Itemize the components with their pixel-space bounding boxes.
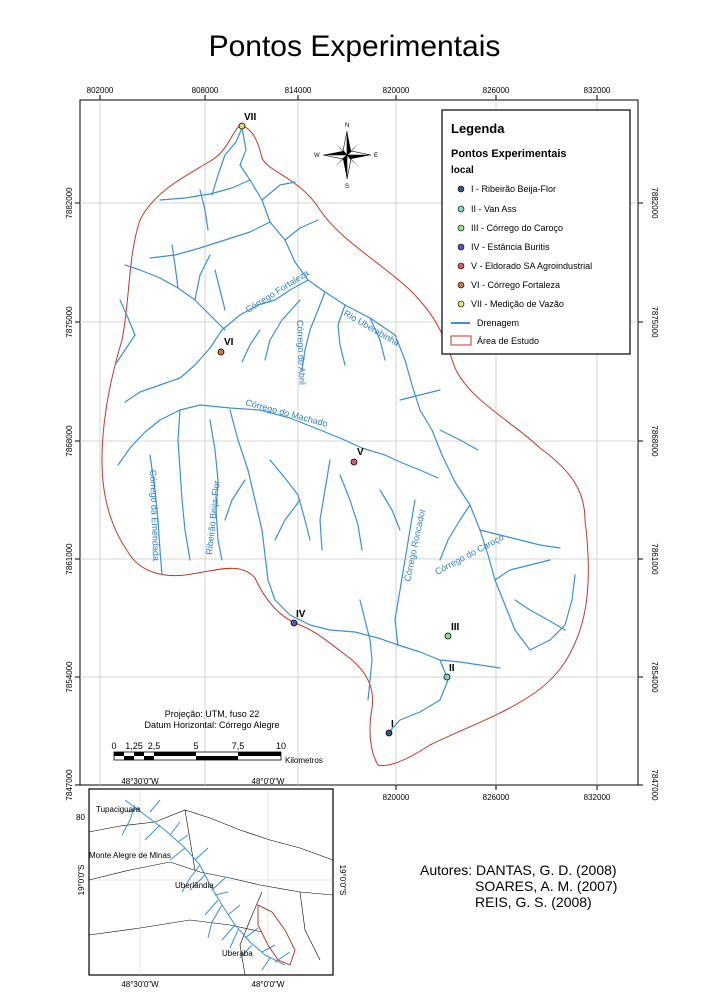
y-tick-label: 7847000 xyxy=(650,769,659,801)
x-tick-labels-top xyxy=(87,86,611,95)
scale-label: 5 xyxy=(193,741,199,751)
legend-swatch xyxy=(458,244,464,250)
x-tick-label: 802000 xyxy=(86,86,114,95)
author-line: REIS, G. S. (2008) xyxy=(475,894,592,910)
compass-w: W xyxy=(314,153,320,159)
legend-item: II - Van Ass xyxy=(471,204,517,214)
legend-drainage-label: Drenagem xyxy=(477,318,520,328)
compass-rose-icon xyxy=(314,123,378,190)
point-labels xyxy=(224,112,460,730)
inset-lon-label: 48°30'0"W xyxy=(121,980,159,989)
point-label: I xyxy=(391,719,394,730)
map-title: Pontos Experimentais xyxy=(208,30,501,63)
legend-swatch xyxy=(458,282,464,288)
legend-swatch xyxy=(458,263,464,269)
scale-bar xyxy=(111,741,322,765)
legend-field: local xyxy=(451,165,474,176)
x-tick-label: 820000 xyxy=(382,86,410,95)
river-label: Córrego do Machado xyxy=(244,397,329,429)
legend-swatch xyxy=(458,301,464,307)
scale-label: 10 xyxy=(275,741,287,751)
point-label: III xyxy=(451,622,460,633)
legend-study-area-label: Área de Estudo xyxy=(477,336,540,346)
y-tick-label: 7861000 xyxy=(65,543,74,575)
compass-n: N xyxy=(345,123,350,129)
inset-lon-label: 48°0'0"W xyxy=(251,777,285,786)
x-tick-label: 814000 xyxy=(284,86,312,95)
legend-swatch xyxy=(458,186,464,192)
inset-lat-label: 19°0'0"S xyxy=(77,864,86,896)
point-vi-marker xyxy=(218,349,224,355)
y-tick-label: 7861000 xyxy=(650,543,659,575)
inset-town: Uberlândia xyxy=(175,881,214,890)
x-tick-labels-bottom xyxy=(383,793,611,802)
x-tick-label: 832000 xyxy=(583,86,611,95)
y-tick-label: 7854000 xyxy=(65,661,74,693)
y-tick-label: 7868000 xyxy=(65,425,74,457)
river-label: Ribeirão Beija-Flor xyxy=(204,480,222,556)
x-tick-label: 832000 xyxy=(583,793,611,802)
legend-item: IV - Estância Buritis xyxy=(471,242,550,252)
scale-label: 1,25 xyxy=(125,741,143,751)
inset-lat-label: 19°0'0"S xyxy=(338,864,347,896)
inset-lon-label: 48°30'0"W xyxy=(121,777,159,786)
y-tick-label: 7875000 xyxy=(650,306,659,338)
datum-line: Datum Horizontal: Córrego Alegre xyxy=(144,720,280,730)
scale-label: 0 xyxy=(111,741,117,751)
point-iv-marker xyxy=(291,620,297,626)
scale-label: 2,5 xyxy=(147,741,161,751)
x-tick-label: 820000 xyxy=(382,793,410,802)
y-tick-label: 7882000 xyxy=(650,187,659,219)
authors-block xyxy=(420,862,617,910)
point-v-marker xyxy=(351,459,357,465)
inset-partial-tick: 80 xyxy=(76,813,85,822)
inset-map xyxy=(76,777,347,989)
experimental-points xyxy=(218,123,451,736)
legend-item: III - Córrego do Caroço xyxy=(471,223,564,233)
legend-item: I - Ribeirão Beija-Flor xyxy=(471,184,557,194)
x-tick-label: 808000 xyxy=(191,86,219,95)
inset-town: Uberaba xyxy=(222,949,253,958)
inset-town: Tupaciguara xyxy=(96,805,141,814)
point-label: VI xyxy=(224,337,234,348)
river-label: Córrego do Abril xyxy=(295,319,308,386)
author-line: SOARES, A. M. (2007) xyxy=(475,878,618,894)
point-i-marker xyxy=(386,730,392,736)
projection-line: Projeção: UTM, fuso 22 xyxy=(164,709,260,719)
legend xyxy=(442,110,630,354)
point-iii-marker xyxy=(445,633,451,639)
legend-item: VI - Córrego Fortaleza xyxy=(471,280,561,290)
river-label: Córrego do Caroço xyxy=(433,531,506,577)
legend-title: Legenda xyxy=(451,121,505,136)
point-label: VII xyxy=(244,112,257,123)
inset-lon-label: 48°0'0"W xyxy=(251,980,285,989)
compass-e: E xyxy=(374,153,379,159)
y-tick-label: 7875000 xyxy=(65,306,74,338)
author-line: Autores: DANTAS, G. D. (2008) xyxy=(420,862,617,878)
scale-unit: Kilometros xyxy=(285,756,323,765)
x-tick-label: 826000 xyxy=(482,86,510,95)
legend-study-area-swatch xyxy=(451,336,471,345)
inset-town: Monte Alegre de Minas xyxy=(89,851,171,860)
legend-swatch xyxy=(458,225,464,231)
y-tick-label: 7847000 xyxy=(65,769,74,801)
river-label: Córrego da Emendada xyxy=(148,469,162,562)
legend-swatch xyxy=(458,206,464,212)
legend-item: V - Eldorado SA Agroindustrial xyxy=(471,261,593,271)
compass-s: S xyxy=(345,184,350,190)
point-label: V xyxy=(357,447,364,458)
y-tick-label: 7854000 xyxy=(650,661,659,693)
y-tick-label: 7868000 xyxy=(650,425,659,457)
x-tick-label: 826000 xyxy=(482,793,510,802)
scale-label: 7,5 xyxy=(231,741,245,751)
y-tick-labels-right xyxy=(650,187,659,801)
point-ii-marker xyxy=(444,674,450,680)
river-label: Córrego Fortaleza xyxy=(243,267,311,315)
y-tick-labels-left xyxy=(65,187,74,801)
y-tick-label: 7882000 xyxy=(65,187,74,219)
river-label: Rio Uberabinha xyxy=(342,308,402,349)
point-vii-marker xyxy=(239,123,245,129)
point-label: II xyxy=(449,663,455,674)
point-label: IV xyxy=(296,609,306,620)
legend-subtitle: Pontos Experimentais xyxy=(451,148,567,160)
river-label: Córrego Roncador xyxy=(402,507,428,583)
legend-item: VII - Medição de Vazão xyxy=(471,299,564,309)
